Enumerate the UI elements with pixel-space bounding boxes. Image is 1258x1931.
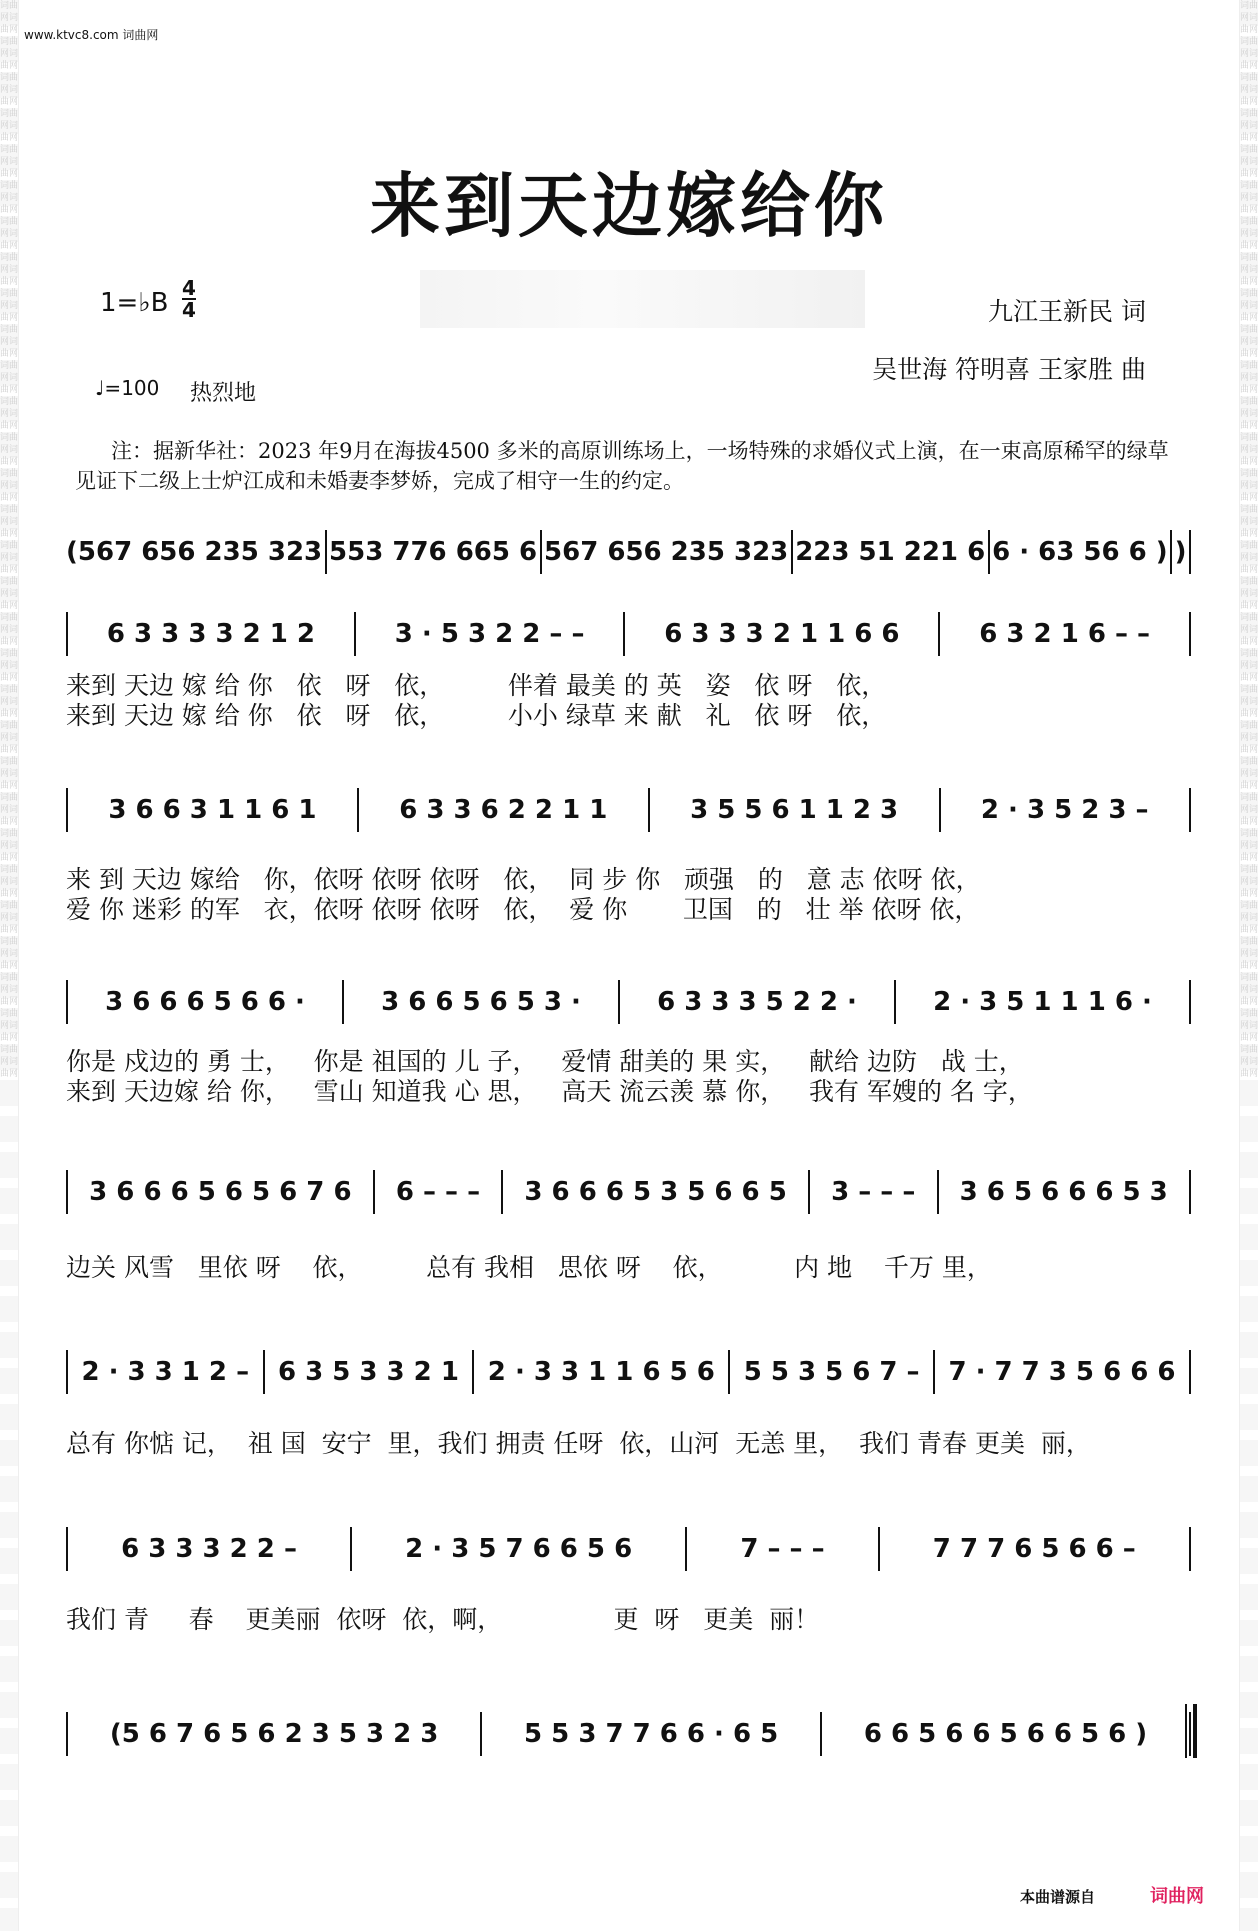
barline xyxy=(66,980,68,1024)
barline xyxy=(728,1350,730,1394)
composer: 吴世海 符明喜 王家胜 曲 xyxy=(872,355,1146,384)
footer-source-site[interactable]: 词曲网 xyxy=(1150,1886,1204,1907)
barline xyxy=(472,1350,474,1394)
barline xyxy=(350,1527,352,1571)
measure: 2 · 3 5 1 1 1 6 · xyxy=(933,987,1152,1017)
measure: 6 6 5 6 6 5 6 6 5 6 ) xyxy=(863,1719,1148,1749)
barline xyxy=(939,788,941,832)
barline xyxy=(66,1350,68,1394)
measure: 6 3 2 1 6 – – xyxy=(979,619,1151,649)
measure: 2 · 3 5 2 3 – xyxy=(980,795,1149,825)
barline xyxy=(623,612,625,656)
measure: 3 6 6 6 5 6 5 6 7 6 xyxy=(89,1177,352,1207)
measure: 5 5 3 5 6 7 – xyxy=(743,1357,920,1387)
measure: (5 6 7 6 5 6 2 3 5 3 2 3 xyxy=(109,1719,439,1749)
blurred-subtitle-area xyxy=(420,270,865,328)
barline xyxy=(933,1350,935,1394)
score-system xyxy=(66,1712,1191,1756)
measure: 3 5 5 6 1 1 2 3 xyxy=(690,795,899,825)
measure: 6 3 3 3 5 2 2 · xyxy=(657,987,857,1017)
barline xyxy=(1170,530,1172,574)
measure: 6 3 3 3 2 1 1 6 6 xyxy=(664,619,900,649)
barline xyxy=(1189,612,1191,656)
barline xyxy=(342,980,344,1024)
barline xyxy=(66,1170,68,1214)
measure: 567 656 235 323 xyxy=(544,537,789,567)
measure: 7 · 7 7 3 5 6 6 6 xyxy=(948,1357,1176,1387)
lyric-line: 你是 戍边的 勇 士， 你是 祖国的 儿 子， 爱情 甜美的 果 实， 献给 边防 战 士， xyxy=(66,1047,1024,1076)
score-system xyxy=(66,612,1191,656)
time-signature-bottom: 4 xyxy=(182,298,196,322)
measure: 3 6 6 3 1 1 6 1 xyxy=(108,795,317,825)
measure: 3 6 6 6 5 3 5 6 6 5 xyxy=(524,1177,787,1207)
barline xyxy=(66,1527,68,1571)
measure: 6 3 3 3 3 2 1 2 xyxy=(106,619,315,649)
measure: 6 3 3 6 2 2 1 1 xyxy=(399,795,608,825)
barline xyxy=(937,1170,939,1214)
measure: (567 656 235 323 xyxy=(66,537,323,567)
barline xyxy=(1189,530,1191,574)
song-title: 来到天边嫁给你 xyxy=(370,165,888,247)
barline xyxy=(648,788,650,832)
barline xyxy=(66,788,68,832)
measure: 6 3 5 3 3 2 1 xyxy=(277,1357,459,1387)
barline xyxy=(791,530,793,574)
measure: 6 – – – xyxy=(395,1177,481,1207)
barline xyxy=(263,1350,265,1394)
tempo-marking: ♩=100 xyxy=(95,376,160,400)
lyric-line: 来到 天边 嫁 给 你 依 呀 依， 伴着 最美 的 英 姿 依 呀 依， xyxy=(66,671,887,700)
score-system xyxy=(66,980,1191,1024)
expression-marking: 热烈地 xyxy=(190,381,257,406)
barline xyxy=(685,1527,687,1571)
barline xyxy=(1189,1527,1191,1571)
lyric-line: 来 到 天边 嫁给 你，依呀 依呀 依呀 依， 同 步 你 顽强 的 意 志 依呀 依， xyxy=(66,865,981,894)
measure: 7 7 7 6 5 6 6 – xyxy=(932,1534,1136,1564)
score-system xyxy=(66,1170,1191,1214)
lyric-line: 来到 天边嫁 给 你， 雪山 知道我 心 思， 高天 流云羡 慕 你， 我有 军嫂的 名 字， xyxy=(66,1077,1033,1106)
barline xyxy=(1189,1350,1191,1394)
barline xyxy=(357,788,359,832)
score-system xyxy=(66,1527,1191,1571)
measure: 2 · 3 3 1 1 6 5 6 xyxy=(487,1357,715,1387)
barline xyxy=(540,530,542,574)
measure: 3 – – – xyxy=(831,1177,916,1207)
measure: 6 3 3 3 2 2 – xyxy=(121,1534,297,1564)
barline xyxy=(894,980,896,1024)
barline xyxy=(1189,1712,1191,1756)
key-signature: 1=♭B xyxy=(100,288,169,318)
measure: 223 51 221 6 xyxy=(795,537,986,567)
measure: 3 · 5 3 2 2 – – xyxy=(394,619,585,649)
barline xyxy=(1189,788,1191,832)
barline xyxy=(1189,980,1191,1024)
watermark-strip-left: 词曲网词曲网词曲网词曲网词曲网词曲网词曲网词曲网词曲网词曲网词曲网词曲网词曲网词曲网词曲网词曲网词曲网词曲网词曲网词曲网词曲网词曲网词曲网词曲网词曲网词曲网词曲网词曲网词曲网词曲网词曲网词曲网词曲网词曲网词曲网词曲网词曲网词曲网词曲网词曲网词曲网词曲网词曲网词曲网词曲网词曲网词曲网词曲网词曲网词曲网词曲网词曲网词曲网词曲网词曲网词曲网词曲网词曲网词曲网词曲网 xyxy=(0,0,19,1931)
lyricist: 九江王新民 词 xyxy=(988,297,1146,326)
barline xyxy=(501,1170,503,1214)
measure: ) xyxy=(1174,537,1187,567)
barline xyxy=(66,1712,68,1756)
lyric-line: 来到 天边 嫁 给 你 依 呀 依， 小小 绿草 来 献 礼 依 呀 依， xyxy=(66,701,887,730)
measure: 3 6 5 6 6 6 5 3 xyxy=(959,1177,1168,1207)
barline xyxy=(480,1712,482,1756)
barline xyxy=(938,612,940,656)
site-url[interactable]: www.ktvc8.com 词曲网 xyxy=(24,28,159,42)
barline xyxy=(878,1527,880,1571)
score-system xyxy=(66,530,1191,574)
watermark-strip-right: 词曲网词曲网词曲网词曲网词曲网词曲网词曲网词曲网词曲网词曲网词曲网词曲网词曲网词曲网词曲网词曲网词曲网词曲网词曲网词曲网词曲网词曲网词曲网词曲网词曲网词曲网词曲网词曲网词曲网词曲网词曲网词曲网词曲网词曲网词曲网词曲网词曲网词曲网词曲网词曲网词曲网词曲网词曲网词曲网词曲网词曲网词曲网词曲网词曲网词曲网词曲网词曲网词曲网词曲网词曲网词曲网词曲网词曲网词曲网词曲网 xyxy=(1239,0,1258,1931)
lyric-line: 总有 你惦 记， 祖 国 安宁 里，我们 拥责 任呀 依，山河 无恙 里， 我们 青春 更美 丽， xyxy=(66,1429,1091,1458)
time-signature xyxy=(182,278,196,320)
barline xyxy=(1189,1170,1191,1214)
barline xyxy=(820,1712,822,1756)
measure: 553 776 665 6 xyxy=(329,537,538,567)
barline xyxy=(618,980,620,1024)
measure: 3 6 6 6 5 6 6 · xyxy=(105,987,305,1017)
barline xyxy=(373,1170,375,1214)
measure: 6 · 63 56 6 ) xyxy=(992,537,1168,567)
score-system xyxy=(66,1350,1191,1394)
score-system xyxy=(66,788,1191,832)
lyric-line: 边关 风雪 里依 呀 依， 总有 我相 思依 呀 依， 内 地 千万 里， xyxy=(66,1253,992,1282)
measure: 7 – – – xyxy=(740,1534,825,1564)
barline xyxy=(354,612,356,656)
footer-source-label: 本曲谱源自 xyxy=(1020,1888,1096,1906)
lyric-line: 爱 你 迷彩 的军 衣，依呀 依呀 依呀 依， 爱 你 卫国 的 壮 举 依呀 依， xyxy=(66,895,980,924)
barline xyxy=(808,1170,810,1214)
lyric-line: 我们 青 春 更美丽 依呀 依，啊， 更 呀 更美 丽！ xyxy=(66,1605,820,1634)
measure: 5 5 3 7 7 6 6 · 6 5 xyxy=(524,1719,779,1749)
time-signature-top: 4 xyxy=(182,276,196,300)
barline xyxy=(66,612,68,656)
measure: 2 · 3 3 1 2 – xyxy=(81,1357,250,1387)
measure: 2 · 3 5 7 6 6 5 6 xyxy=(405,1534,633,1564)
barline xyxy=(325,530,327,574)
measure: 3 6 6 5 6 5 3 · xyxy=(381,987,581,1017)
background-note: 注：据新华社：2023 年9月在海拔4500 多米的高原训练场上，一场特殊的求婚仪式上演，在一束高原稀罕的绿草见证下二级上士炉江成和未婚妻李梦娇，完成了相守一生的约定。 xyxy=(75,439,1169,493)
barline xyxy=(988,530,990,574)
